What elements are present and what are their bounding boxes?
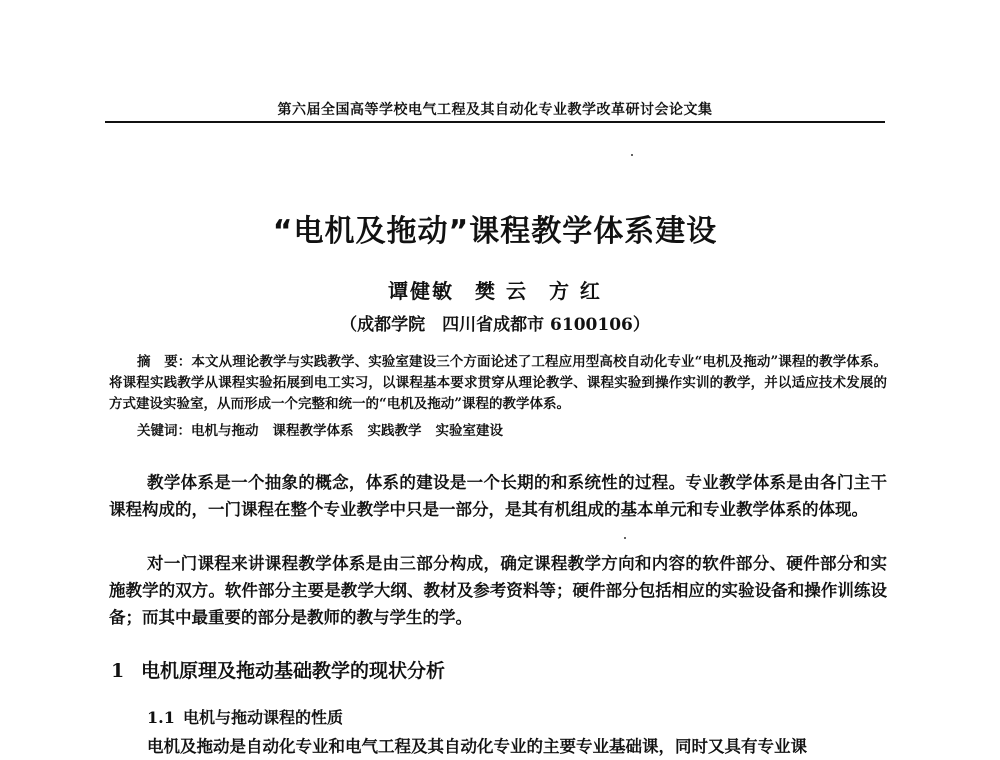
affiliation: （成都学院 四川省成都市 6100106）: [340, 315, 650, 335]
keywords: [137, 419, 877, 439]
author-name: 樊 云: [475, 279, 528, 303]
body-paragraph: 对一门课程来讲课程教学体系是由三部分构成，确定课程教学方向和内容的软件部分、硬件部分和实施教学的双方。软件部分主要是教学大纲、教材及参考资料等；硬件部分包括相应的实验设备和操作训练设备；而其中最重要的部分是教师的教与学生的学。: [109, 554, 887, 627]
running-header: 第六届全国高等学校电气工程及其自动化专业教学改革研讨会论文集: [277, 102, 713, 118]
scan-speck: [624, 537, 626, 539]
header-rule: [105, 121, 885, 123]
author-list: [105, 275, 885, 304]
keyword: 电机与拖动: [191, 423, 259, 439]
subsection-number: 1.1: [147, 708, 175, 727]
keyword: 实验室建设: [435, 423, 503, 439]
subsection-title: 电机与拖动课程的性质: [183, 708, 344, 727]
abstract: [109, 352, 887, 415]
paper-title: “电机及拖动”课程教学体系建设: [272, 214, 718, 249]
author-name: 方 红: [548, 279, 602, 303]
section-number: 1: [111, 660, 125, 682]
abstract-label: 摘 要：: [137, 354, 192, 370]
subsection-heading: [147, 705, 887, 728]
scan-speck: [631, 154, 633, 156]
keywords-label: 关键词：: [137, 423, 191, 439]
abstract-text: 本文从理论教学与实践教学、实验室建设三个方面论述了工程应用型高校自动化专业“电机及拖动”课程的教学体系。将课程实践教学从课程实验拓展到电工实习，以课程基本要求贯穿从理论教学、课程实验到操作实训的教学，并以适应技术发展的方式建设实验室，从而形成一个完整和统一的“电机及拖动”课程的教学体系。: [109, 354, 888, 412]
body-paragraph: 电机及拖动是自动化专业和电气工程及其自动化专业的主要专业基础课，同时又具有专业课: [147, 737, 807, 756]
section-heading: [111, 656, 891, 683]
author-name: 谭健敏: [388, 279, 455, 303]
keyword: 实践教学: [367, 423, 422, 439]
section-title: 电机原理及拖动基础教学的现状分析: [141, 660, 446, 682]
body-paragraph: 教学体系是一个抽象的概念，体系的建设是一个长期的和系统性的过程。专业教学体系是由各门主干课程构成的，一门课程在整个专业教学中只是一部分，是其有机组成的基本单元和专业教学体系的体现。: [109, 473, 887, 519]
keyword: 课程教学体系: [272, 423, 354, 439]
